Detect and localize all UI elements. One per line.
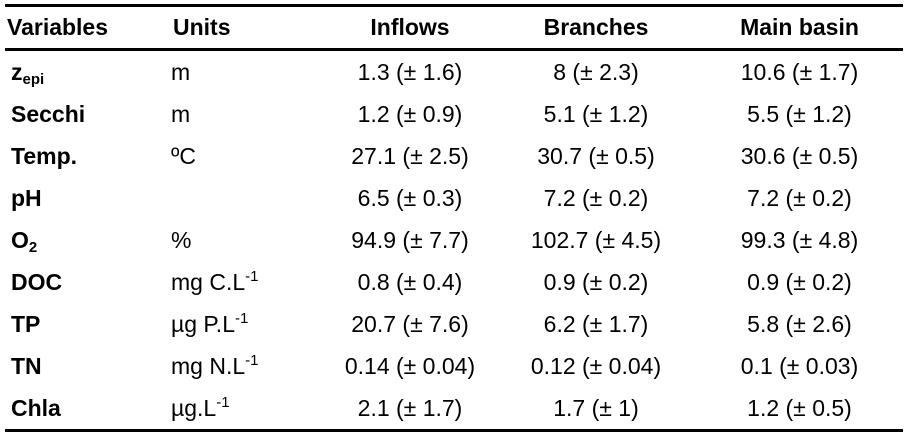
table-row <box>5 50 903 94</box>
variable-cell <box>5 303 171 345</box>
table-row <box>5 261 903 303</box>
main-basin-cell: 1.2 (± 0.5) <box>696 387 903 431</box>
table-row <box>5 345 903 387</box>
unit-text: m <box>171 58 191 85</box>
variable-name: Temp. <box>11 142 78 169</box>
main-basin-cell: 7.2 (± 0.2) <box>747 184 852 211</box>
header-inflows: Inflows <box>324 6 496 50</box>
inflows-cell: 1.2 (± 0.9) <box>357 100 463 127</box>
variable-cell <box>5 345 171 387</box>
unit-cell <box>171 219 324 261</box>
inflows-cell: 0.8 (± 0.4) <box>357 268 463 295</box>
table-body <box>5 50 903 431</box>
branches-cell: 7.2 (± 0.2) <box>543 184 649 211</box>
inflows-cell: 6.5 (± 0.3) <box>357 184 463 211</box>
variable-cell <box>5 219 171 261</box>
unit-text: ºC <box>171 142 197 169</box>
variable-cell <box>5 135 171 177</box>
branches-cell: 0.9 (± 0.2) <box>543 268 649 295</box>
unit-cell <box>171 387 324 431</box>
variable-subscript: 2 <box>28 238 38 256</box>
data-table <box>5 4 903 432</box>
inflows-cell: 27.1 (± 2.5) <box>351 142 469 169</box>
branches-cell: 1.7 (± 1) <box>496 387 696 431</box>
variable-cell <box>5 261 171 303</box>
branches-cell: 5.1 (± 1.2) <box>543 100 649 127</box>
unit-superscript: -1 <box>245 351 259 369</box>
inflows-cell: 20.7 (± 7.6) <box>351 310 469 337</box>
unit-cell <box>171 50 324 94</box>
header-main-basin: Main basin <box>696 6 903 50</box>
unit-superscript: -1 <box>245 267 259 285</box>
variable-name: Chla <box>11 394 61 421</box>
variable-cell <box>5 93 171 135</box>
inflows-cell: 1.3 (± 1.6) <box>357 58 463 85</box>
variable-name: DOC <box>11 268 63 295</box>
table-row <box>5 93 903 135</box>
branches-cell: 8 (± 2.3) <box>553 58 639 85</box>
main-basin-cell: 30.6 (± 0.5) <box>740 142 859 169</box>
main-basin-cell: 5.8 (± 2.6) <box>747 310 852 337</box>
branches-cell: 30.7 (± 0.5) <box>537 142 655 169</box>
variable-cell <box>5 387 171 431</box>
main-basin-cell: 0.9 (± 0.2) <box>747 268 852 295</box>
variable-subscript: epi <box>22 70 45 88</box>
unit-text: mg C.L <box>171 268 246 295</box>
unit-superscript: -1 <box>235 309 249 327</box>
variable-name: TP <box>11 310 41 337</box>
header-variables: Variables <box>5 6 171 50</box>
header-units: Units <box>171 6 324 50</box>
header-row <box>5 6 903 50</box>
branches-cell: 0.12 (± 0.04) <box>530 352 662 379</box>
unit-text: mg N.L <box>171 352 246 379</box>
variable-cell <box>5 177 171 219</box>
unit-cell <box>171 345 324 387</box>
branches-cell: 6.2 (± 1.7) <box>543 310 649 337</box>
unit-cell <box>171 135 324 177</box>
unit-cell <box>171 177 324 219</box>
variable-name: Secchi <box>11 100 86 127</box>
variable-name: pH <box>11 184 42 211</box>
unit-cell <box>171 93 324 135</box>
table-row <box>5 219 903 261</box>
main-basin-cell: 10.6 (± 1.7) <box>740 58 859 85</box>
variable-name: z <box>11 58 23 85</box>
inflows-cell: 0.14 (± 0.04) <box>344 352 476 379</box>
header-branches: Branches <box>496 6 696 50</box>
unit-cell <box>171 303 324 345</box>
table-header <box>5 6 903 50</box>
unit-text: % <box>171 226 192 253</box>
table-row <box>5 135 903 177</box>
unit-text: m <box>171 100 191 127</box>
main-basin-cell: 99.3 (± 4.8) <box>740 226 859 253</box>
branches-cell: 102.7 (± 4.5) <box>530 226 662 253</box>
unit-text: µg.L <box>171 394 217 421</box>
table-row <box>5 177 903 219</box>
inflows-cell: 94.9 (± 7.7) <box>351 226 469 253</box>
main-basin-cell: 5.5 (± 1.2) <box>747 100 852 127</box>
unit-cell <box>171 261 324 303</box>
table-row <box>5 387 903 431</box>
inflows-cell: 2.1 (± 1.7) <box>324 387 496 431</box>
table-row <box>5 303 903 345</box>
main-basin-cell: 0.1 (± 0.03) <box>740 352 859 379</box>
variable-name: O <box>11 226 29 253</box>
variable-name: TN <box>11 352 42 379</box>
variable-cell <box>5 50 171 94</box>
unit-text: µg P.L <box>171 310 235 337</box>
unit-superscript: -1 <box>216 393 230 411</box>
